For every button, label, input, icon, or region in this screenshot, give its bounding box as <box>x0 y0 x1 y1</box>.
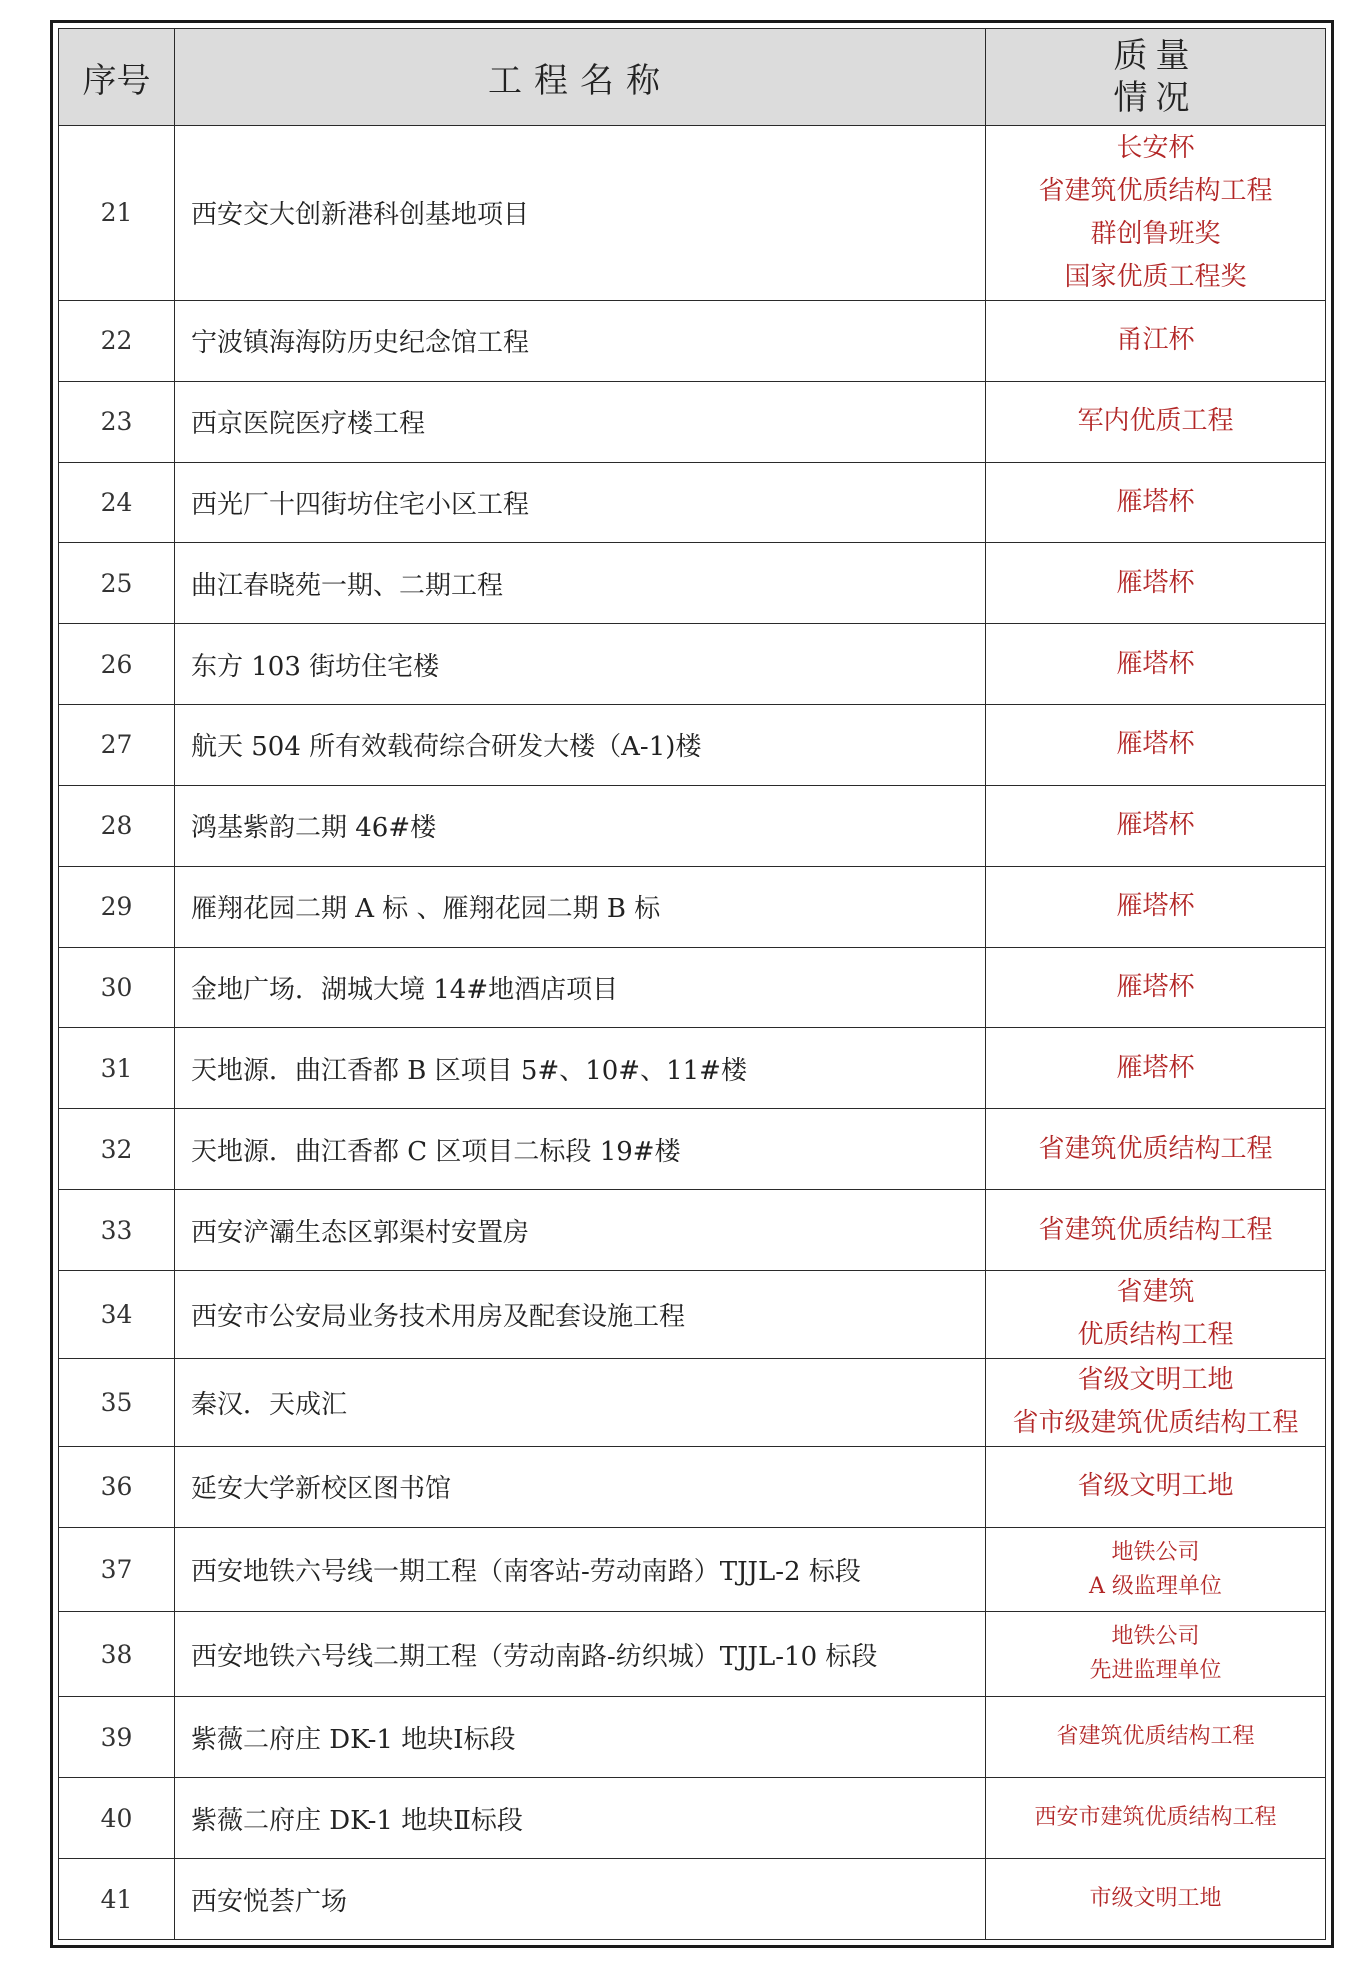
quality-award-line: 国家优质工程奖 <box>1064 261 1247 292</box>
row-project-name: 紫薇二府庄 DK-1 地块Ⅱ标段 <box>175 1778 986 1859</box>
row-serial-number: 37 <box>59 1527 175 1612</box>
row-serial-number: 31 <box>59 1028 175 1109</box>
quality-award-line: 地铁公司 <box>1111 1539 1200 1565</box>
quality-award-line: 省建筑优质结构工程 <box>1038 1133 1273 1164</box>
row-serial-number: 26 <box>59 624 175 705</box>
header-quality-status <box>986 29 1326 126</box>
row-quality-status <box>986 1859 1326 1940</box>
table-row <box>59 1612 1326 1697</box>
row-quality-status <box>986 1270 1326 1358</box>
row-quality-status <box>986 381 1326 462</box>
quality-award-line: 长安杯 <box>1116 132 1195 163</box>
row-serial-number: 36 <box>59 1446 175 1527</box>
quality-award-line: 雁塔杯 <box>1116 810 1195 841</box>
quality-award-line: A 级监理单位 <box>1089 1573 1222 1599</box>
table-row <box>59 543 1326 624</box>
quality-award-line: 省建筑优质结构工程 <box>1038 1214 1273 1245</box>
quality-award-line: 甬江杯 <box>1116 325 1195 356</box>
row-quality-status <box>986 1109 1326 1190</box>
row-quality-status <box>986 1028 1326 1109</box>
row-quality-status <box>986 947 1326 1028</box>
header-project-name: 工程名称 <box>175 29 986 126</box>
row-project-name: 金地广场．湖城大境 14#地酒店项目 <box>175 947 986 1028</box>
table-row <box>59 1697 1326 1778</box>
quality-award-line: 省市级建筑优质结构工程 <box>1012 1408 1299 1439</box>
row-quality-status <box>986 705 1326 786</box>
row-project-name: 西安悦荟广场 <box>175 1859 986 1940</box>
row-quality-status <box>986 1697 1326 1778</box>
row-quality-status <box>986 1612 1326 1697</box>
header-quality-line1: 质量 <box>1113 36 1198 76</box>
quality-award-line: 市级文明工地 <box>1089 1886 1222 1912</box>
table-row <box>59 1358 1326 1446</box>
row-serial-number: 40 <box>59 1778 175 1859</box>
row-project-name: 紫薇二府庄 DK-1 地块Ⅰ标段 <box>175 1697 986 1778</box>
header-serial-number: 序号 <box>59 29 175 126</box>
row-serial-number: 24 <box>59 462 175 543</box>
row-project-name: 西安交大创新港科创基地项目 <box>175 126 986 301</box>
table-row <box>59 866 1326 947</box>
row-serial-number: 30 <box>59 947 175 1028</box>
quality-award-line: 雁塔杯 <box>1116 1052 1195 1083</box>
row-serial-number: 28 <box>59 785 175 866</box>
table-row <box>59 1190 1326 1271</box>
quality-award-line: 雁塔杯 <box>1116 567 1195 598</box>
quality-award-line: 地铁公司 <box>1111 1624 1200 1650</box>
row-quality-status <box>986 126 1326 301</box>
row-project-name: 西安地铁六号线一期工程（南客站-劳动南路）TJJL-2 标段 <box>175 1527 986 1612</box>
quality-award-line: 雁塔杯 <box>1116 648 1195 679</box>
table-row <box>59 947 1326 1028</box>
table-row <box>59 381 1326 462</box>
row-serial-number: 32 <box>59 1109 175 1190</box>
row-quality-status <box>986 866 1326 947</box>
row-project-name: 西光厂十四街坊住宅小区工程 <box>175 462 986 543</box>
row-serial-number: 33 <box>59 1190 175 1271</box>
table-row <box>59 126 1326 301</box>
quality-award-line: 省建筑 <box>1116 1277 1195 1308</box>
row-project-name: 东方 103 街坊住宅楼 <box>175 624 986 705</box>
row-project-name: 鸿基紫韵二期 46#楼 <box>175 785 986 866</box>
table-row <box>59 1270 1326 1358</box>
row-project-name: 西安市公安局业务技术用房及配套设施工程 <box>175 1270 986 1358</box>
project-quality-table <box>58 28 1326 1940</box>
row-serial-number: 25 <box>59 543 175 624</box>
row-project-name: 天地源．曲江香都 B 区项目 5#、10#、11#楼 <box>175 1028 986 1109</box>
row-serial-number: 41 <box>59 1859 175 1940</box>
header-quality-line2: 情况 <box>1113 78 1198 118</box>
quality-award-line: 省建筑优质结构工程 <box>1056 1724 1255 1750</box>
row-serial-number: 23 <box>59 381 175 462</box>
row-serial-number: 39 <box>59 1697 175 1778</box>
quality-award-line: 省建筑优质结构工程 <box>1038 175 1273 206</box>
row-serial-number: 34 <box>59 1270 175 1358</box>
quality-award-line: 先进监理单位 <box>1089 1658 1222 1684</box>
row-quality-status <box>986 624 1326 705</box>
row-project-name: 秦汉．天成汇 <box>175 1358 986 1446</box>
row-quality-status <box>986 1778 1326 1859</box>
table-row <box>59 1527 1326 1612</box>
row-serial-number: 22 <box>59 300 175 381</box>
table-row <box>59 705 1326 786</box>
row-project-name: 雁翔花园二期 A 标 、雁翔花园二期 B 标 <box>175 866 986 947</box>
row-project-name: 曲江春晓苑一期、二期工程 <box>175 543 986 624</box>
row-quality-status <box>986 1190 1326 1271</box>
table-row <box>59 462 1326 543</box>
row-quality-status <box>986 300 1326 381</box>
table-row <box>59 624 1326 705</box>
row-serial-number: 27 <box>59 705 175 786</box>
row-quality-status <box>986 1446 1326 1527</box>
table-row <box>59 1859 1326 1940</box>
row-project-name: 西京医院医疗楼工程 <box>175 381 986 462</box>
row-serial-number: 38 <box>59 1612 175 1697</box>
row-project-name: 宁波镇海海防历史纪念馆工程 <box>175 300 986 381</box>
quality-award-line: 优质结构工程 <box>1077 1320 1234 1351</box>
row-quality-status <box>986 543 1326 624</box>
quality-award-line: 雁塔杯 <box>1116 891 1195 922</box>
row-quality-status <box>986 785 1326 866</box>
row-serial-number: 21 <box>59 126 175 301</box>
table-frame <box>50 20 1334 1948</box>
row-quality-status <box>986 1358 1326 1446</box>
row-quality-status <box>986 1527 1326 1612</box>
quality-award-line: 群创鲁班奖 <box>1090 218 1221 249</box>
table-row <box>59 785 1326 866</box>
table-row <box>59 1028 1326 1109</box>
row-quality-status <box>986 462 1326 543</box>
quality-award-line: 雁塔杯 <box>1116 972 1195 1002</box>
table-row <box>59 1446 1326 1527</box>
table-row <box>59 300 1326 381</box>
quality-award-line: 省级文明工地 <box>1077 1365 1234 1396</box>
row-serial-number: 29 <box>59 866 175 947</box>
row-project-name: 西安浐灞生态区郭渠村安置房 <box>175 1190 986 1271</box>
table-header-row <box>59 29 1326 126</box>
row-project-name: 西安地铁六号线二期工程（劳动南路-纺织城）TJJL-10 标段 <box>175 1612 986 1697</box>
row-project-name: 天地源．曲江香都 C 区项目二标段 19#楼 <box>175 1109 986 1190</box>
row-project-name: 延安大学新校区图书馆 <box>175 1446 986 1527</box>
quality-award-line: 雁塔杯 <box>1116 729 1195 760</box>
quality-award-line: 军内优质工程 <box>1077 406 1234 437</box>
table-row <box>59 1109 1326 1190</box>
quality-award-line: 雁塔杯 <box>1116 486 1195 517</box>
table-row <box>59 1778 1326 1859</box>
row-serial-number: 35 <box>59 1358 175 1446</box>
table-body <box>59 126 1326 1940</box>
quality-award-line: 西安市建筑优质结构工程 <box>1034 1805 1277 1831</box>
row-project-name: 航天 504 所有效载荷综合研发大楼（A-1)楼 <box>175 705 986 786</box>
quality-award-line: 省级文明工地 <box>1077 1471 1234 1502</box>
